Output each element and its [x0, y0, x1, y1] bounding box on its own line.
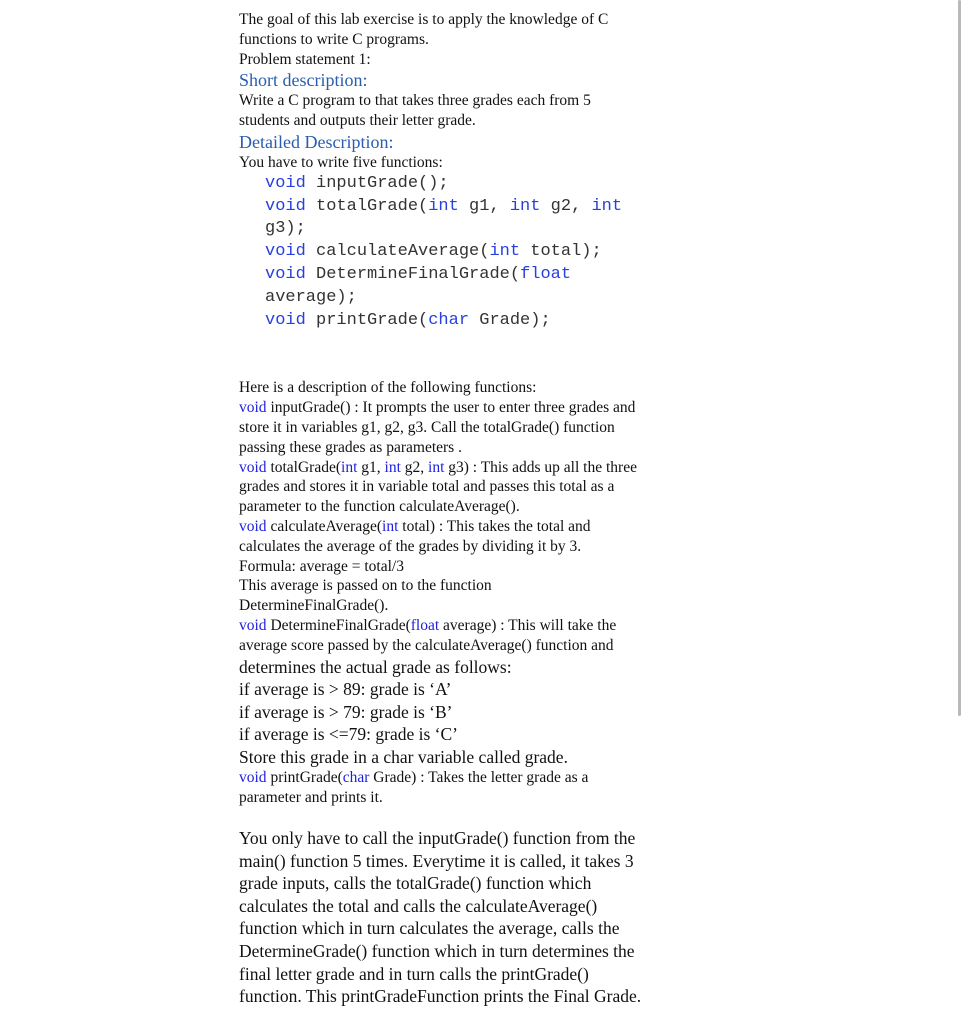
code-line: void totalGrade(int g1, int g2, int — [265, 196, 623, 216]
grade-rule: if average is <=79: grade is ‘C’ — [239, 724, 458, 745]
closing-text: function which in turn calculates the average, calls the — [239, 918, 620, 939]
function-desc-text: parameter and prints it. — [239, 789, 383, 807]
scrollbar[interactable] — [958, 0, 961, 716]
code-line: g3); — [265, 219, 306, 239]
closing-text: function. This printGradeFunction prints the Final Grade. — [239, 986, 642, 1007]
short-description-text: Write a C program to that takes three grades each from 5 — [239, 92, 591, 110]
closing-text: DetermineGrade() function which in turn determines the — [239, 941, 635, 962]
grade-rule: if average is > 79: grade is ‘B’ — [239, 701, 453, 722]
function-desc-text: grades and stores it in variable total and passes this total as a — [239, 478, 615, 496]
intro-text: The goal of this lab exercise is to apply the knowledge of C — [239, 11, 609, 28]
closing-text: final letter grade and in turn calls the printGrade() — [239, 963, 589, 984]
detailed-description-text: You have to write five functions: — [239, 153, 443, 171]
grade-rule: if average is > 89: grade is ‘A’ — [239, 679, 452, 700]
closing-text: grade inputs, calls the totalGrade() function which — [239, 873, 592, 894]
function-desc-calculateaverage: void calculateAverage(int total) : This takes the total and — [239, 517, 591, 535]
function-desc-totalgrade: void totalGrade(int g1, int g2, int g3) : This adds up all the three — [239, 458, 637, 476]
function-desc-text: store it in variables g1, g2, g3. Call the totalGrade() function — [239, 418, 615, 436]
function-desc-text: determines the actual grade as follows: — [239, 656, 512, 677]
code-line: void calculateAverage(int total); — [265, 242, 602, 262]
function-desc-inputgrade: void inputGrade() : It prompts the user to enter three grades and — [239, 399, 636, 417]
functions-intro: Here is a description of the following functions: — [239, 379, 537, 397]
code-line: void DetermineFinalGrade(float — [265, 264, 572, 284]
function-desc-text: parameter to the function calculateAverage(). — [239, 498, 520, 516]
function-desc-determinefinalgrade: void DetermineFinalGrade(float average) : This will take the — [239, 616, 617, 634]
function-desc-text: average score passed by the calculateAverage() function and — [239, 636, 614, 654]
function-desc-text: This average is passed on to the function — [239, 577, 492, 595]
function-desc-text: calculates the average of the grades by dividing it by 3. — [239, 537, 582, 555]
code-line: average); — [265, 287, 357, 307]
function-desc-text: DetermineFinalGrade(). — [239, 597, 389, 615]
closing-text: You only have to call the inputGrade() function from the — [239, 828, 636, 849]
detailed-description-heading: Detailed Description: — [239, 131, 394, 152]
closing-text: main() function 5 times. Everytime it is called, it takes 3 — [239, 850, 634, 871]
short-description-text: students and outputs their letter grade. — [239, 112, 476, 130]
problem-statement-label: Problem statement 1: — [239, 50, 371, 68]
function-desc-text: Formula: average = total/3 — [239, 557, 404, 575]
closing-text: calculates the total and calls the calculateAverage() — [239, 895, 598, 916]
intro-text: functions to write C programs. — [239, 30, 429, 48]
code-line: void printGrade(char Grade); — [265, 310, 551, 330]
short-description-heading: Short description: — [239, 70, 368, 91]
function-desc-text: passing these grades as parameters . — [239, 438, 462, 456]
function-desc-printgrade: void printGrade(char Grade) : Takes the letter grade as a — [239, 769, 589, 787]
code-block — [239, 173, 699, 333]
closing-paragraph — [239, 827, 699, 1008]
lab-document — [239, 10, 699, 1008]
function-desc-text: Store this grade in a char variable called grade. — [239, 746, 568, 767]
code-line: void inputGrade(); — [265, 173, 449, 193]
